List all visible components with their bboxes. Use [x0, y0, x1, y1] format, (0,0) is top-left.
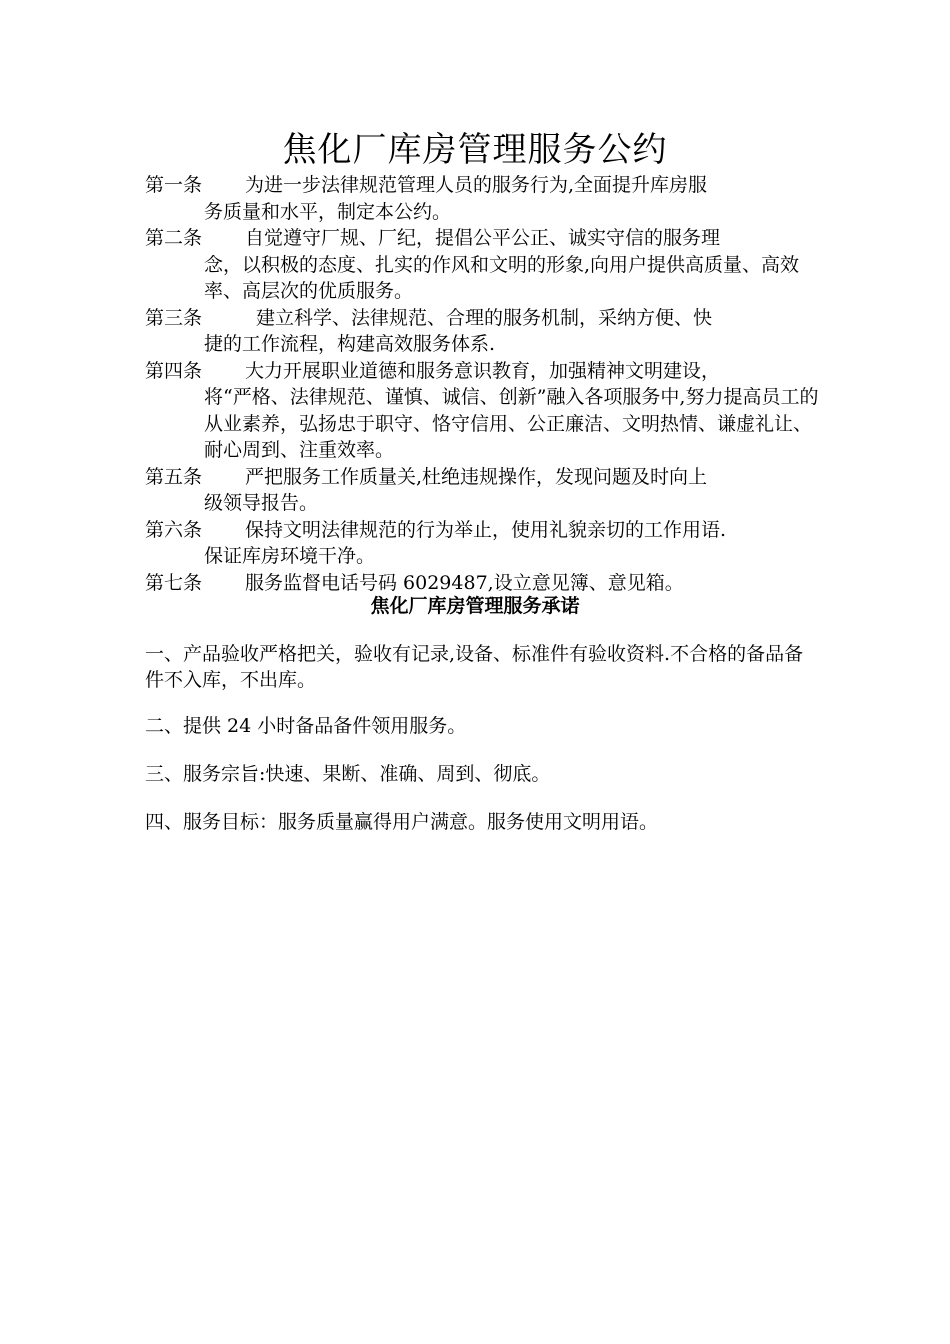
- section-subtitle: 焦化厂库房管理服务承诺: [370, 595, 580, 617]
- article-number: 第一条: [145, 174, 203, 196]
- promise-item-1: 一、产品验收严格把关，验收有记录,设备、标准件有验收资料.不合格的备品备件不入库，不出库。: [145, 643, 804, 691]
- article-4: [145, 358, 825, 464]
- article-first-line: 严把服务工作质量关,杜绝违规操作，发现问题及时向上: [245, 465, 708, 488]
- article-continuation: 将“严格、法律规范、谨慎、诚信、创新”融入各项服务中,努力提高员工的从业素养，弘扬忠于职守、恪守信用、公正廉洁、文明热情、谦虚礼让、耐心周到、注重效率。: [204, 386, 819, 461]
- article-continuation: 务质量和水平，制定本公约。: [204, 200, 452, 223]
- article-text: [204, 358, 825, 464]
- article-continuation: 念，以积极的态度、扎实的作风和文明的形象,向用户提供高质量、高效率、高层次的优质服务。: [204, 253, 800, 302]
- article-list: [145, 172, 825, 596]
- article-6: [145, 517, 825, 570]
- article-number: 第三条: [145, 306, 203, 329]
- article-number: 第五条: [145, 465, 203, 488]
- article-continuation: 保证库房环境干净。: [204, 545, 376, 567]
- article-5: [145, 464, 825, 517]
- promise-item-4: 四、服务目标：服务质量赢得用户满意。服务使用文明用语。: [145, 811, 659, 833]
- promise-item-2: 二、提供 24 小时备品备件领用服务。: [145, 715, 467, 737]
- article-3: [145, 305, 825, 358]
- article-number: 第四条: [145, 359, 203, 382]
- article-continuation: 捷的工作流程，构建高效服务体系.: [204, 333, 496, 355]
- promise-item-3: 三、服务宗旨:快速、果断、准确、周到、彻底。: [145, 763, 551, 785]
- article-number: 第七条: [145, 571, 203, 594]
- article-first-line: 服务监督电话号码 6029487,设立意见簿、意见箱。: [245, 571, 684, 594]
- article-text: [204, 305, 825, 358]
- article-number: 第二条: [145, 227, 203, 249]
- article-first-line: 大力开展职业道德和服务意识教育，加强精神文明建设，: [245, 359, 721, 382]
- article-first-line: 为进一步法律规范管理人员的服务行为,全面提升库房服: [245, 174, 708, 196]
- article-text: [204, 225, 825, 305]
- article-1: [145, 172, 825, 225]
- article-text: [204, 464, 825, 517]
- article-first-line: 建立科学、法律规范、合理的服务机制，采纳方便、快: [256, 306, 713, 329]
- article-text: [204, 517, 825, 570]
- article-first-line: 保持文明法律规范的行为举止，使用礼貌亲切的工作用语.: [245, 518, 727, 541]
- article-continuation: 级领导报告。: [204, 492, 319, 514]
- article-text: [204, 172, 825, 225]
- article-number: 第六条: [145, 518, 203, 541]
- article-2: [145, 225, 825, 305]
- document-title: 焦化厂库房管理服务公约: [282, 130, 668, 170]
- article-first-line: 自觉遵守厂规、厂纪，提倡公平公正、诚实守信的服务理: [245, 227, 721, 249]
